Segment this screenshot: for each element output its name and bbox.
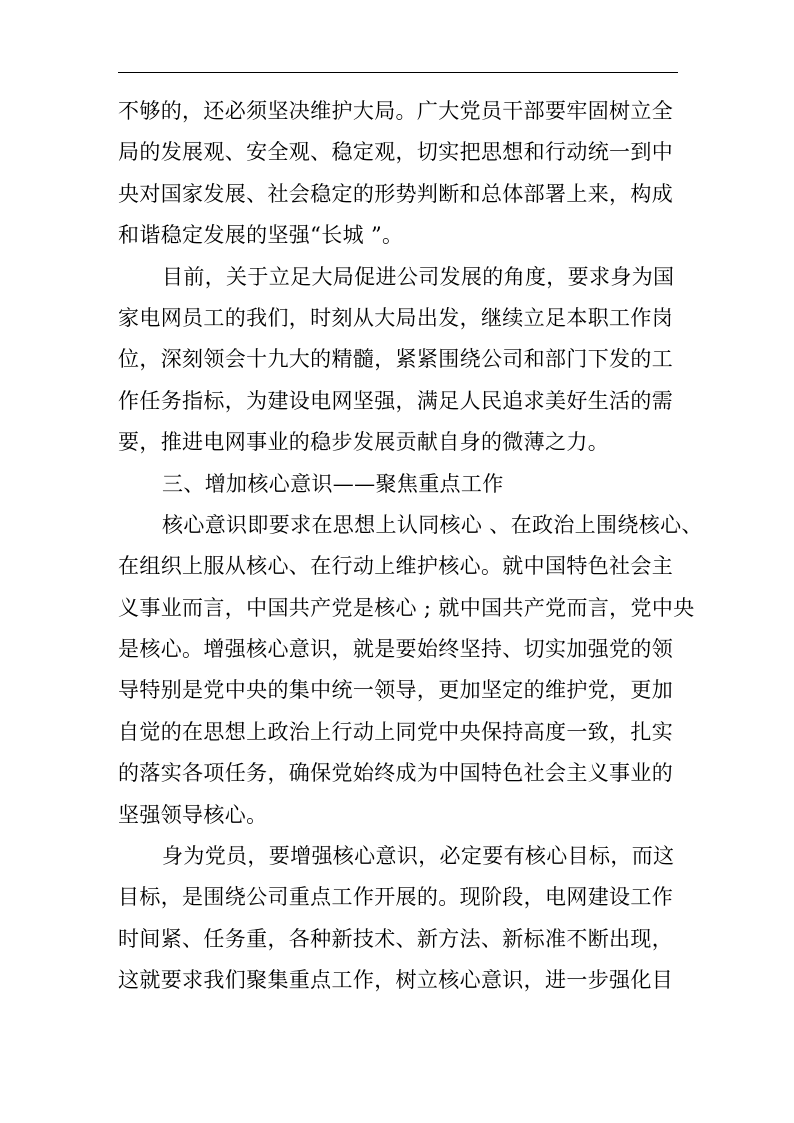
- text-line: 这就要求我们聚集重点工作，树立核心意识，进一步强化目: [118, 968, 674, 993]
- text-line: 局的发展观、安全观、稳定观，切实把思想和行动统一到中: [118, 140, 674, 165]
- text-line: 的落实各项任务，确保党始终成为中国特色社会主义事业的: [118, 761, 674, 786]
- text-line: 央对国家发展、社会稳定的形势判断和总体部署上来，构成: [118, 181, 674, 206]
- text-line: 作任务指标，为建设电网坚强，满足人民追求美好生活的需: [118, 388, 674, 413]
- text-line: 在组织上服从核心、在行动上维护核心。就中国特色社会主: [118, 554, 674, 579]
- text-line: 坚强领导核心。: [118, 802, 268, 827]
- text-line: 目标，是围绕公司重点工作开展的。现阶段，电网建设工作: [118, 885, 674, 910]
- text-line: 义事业而言，中国共产党是核心 ; 就中国共产党而言，党中央: [118, 595, 695, 620]
- text-line: 不够的，还必须坚决维护大局。广大党员干部要牢固树立全: [118, 99, 674, 123]
- text-line: 导特别是党中央的集中统一领导，更加坚定的维护党，更加: [118, 678, 674, 703]
- text-line: 时间紧、任务重，各种新技术、新方法、新标准不断出现，: [118, 926, 674, 951]
- text-line: 家电网员工的我们，时刻从大局出发，继续立足本职工作岗: [118, 305, 674, 330]
- body-text: [118, 91, 703, 1002]
- header-rule: [118, 72, 678, 73]
- text-line: 三、增加核心意识——聚焦重点工作: [162, 471, 504, 496]
- text-line: 和谐稳定发展的坚强“长城 ”。: [118, 223, 404, 248]
- text-line: 位，深刻领会十九大的精髓，紧紧围绕公司和部门下发的工: [118, 347, 674, 372]
- text-line: 自觉的在思想上政治上行动上同党中央保持高度一致，扎实: [118, 719, 674, 744]
- text-line: 要，推进电网事业的稳步发展贡献自身的微薄之力。: [118, 430, 610, 455]
- text-line: 目前，关于立足大局促进公司发展的角度，要求身为国: [162, 264, 675, 289]
- text-line: 核心意识即要求在思想上认同核心 、在政治上围绕核心、: [162, 512, 703, 537]
- text-line: 身为党员，要增强核心意识，必定要有核心目标，而这: [162, 844, 675, 869]
- text-line: 是核心。增强核心意识，就是要始终坚持、切实加强党的领: [118, 637, 674, 662]
